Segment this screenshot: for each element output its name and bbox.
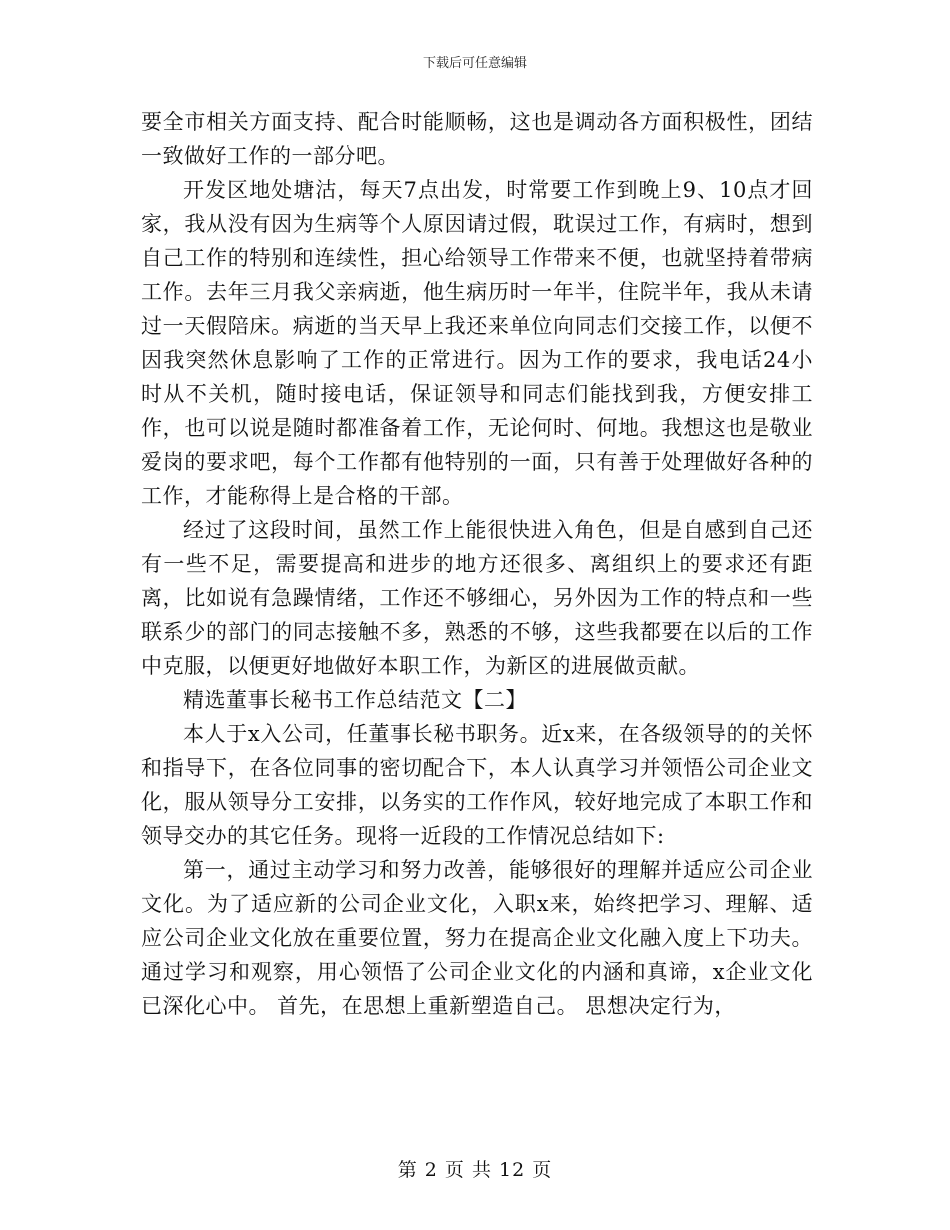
document-body	[141, 105, 813, 1023]
page-number: 第 2 页 共 12 页	[397, 1159, 553, 1181]
paragraph: 第一，通过主动学习和努力改善，能够很好的理解并适应公司企业文化。为了适应新的公司企业文化，入职x来，始终把学习、理解、适应公司企业文化放在重要位置，努力在提高企业文化融入度上下功夫。通过学习和观察，用心领悟了公司企业文化的内涵和真谛，x企业文化已深化心中。 首先，在思想上重新塑造自己。 思想决定行为，	[141, 858, 813, 1018]
paragraph: 开发区地处塘沽，每天7点出发，时常要工作到晚上9、10点才回家，我从没有因为生病等个人原因请过假，耽误过工作，有病时，想到自己工作的特别和连续性，担心给领导工作带来不便，也就坚持着带病工作。去年三月我父亲病逝，他生病历时一年半，住院半年，我从未请过一天假陪床。病逝的当天早上我还来单位向同志们交接工作，以便不因我突然休息影响了工作的正常进行。因为工作的要求，我电话24小时从不关机，随时接电话，保证领导和同志们能找到我，方便安排工作，也可以说是随时都准备着工作，无论何时、何地。我想这也是敬业爱岗的要求吧，每个工作都有他特别的一面，只有善于处理做好各种的工作，才能称得上是合格的干部。	[141, 178, 813, 508]
page-header: 下载后可任意编辑	[422, 56, 527, 71]
paragraph: 经过了这段时间，虽然工作上能很快进入角色，但是自感到自己还有一些不足，需要提高和进步的地方还很多、离组织上的要求还有距离，比如说有急躁情绪，工作还不够细心，另外因为工作的特点和一些联系少的部门的同志接触不多，熟悉的不够，这些我都要在以后的工作中克服，以便更好地做好本职工作，为新区的进展做贡献。	[141, 518, 813, 678]
section-heading: 精选董事长秘书工作总结范文【二】	[183, 688, 527, 712]
paragraph-continuation: 要全市相关方面支持、配合时能顺畅，这也是调动各方面积极性，团结一致做好工作的一部分吧。	[141, 110, 813, 168]
paragraph: 本人于x入公司，任董事长秘书职务。近x来，在各级领导的的关怀和指导下，在各位同事的密切配合下，本人认真学习并领悟公司企业文化，服从领导分工安排，以务实的工作作风，较好地完成了本职工作和领导交办的其它任务。现将一近段的工作情况总结如下:	[141, 722, 813, 848]
